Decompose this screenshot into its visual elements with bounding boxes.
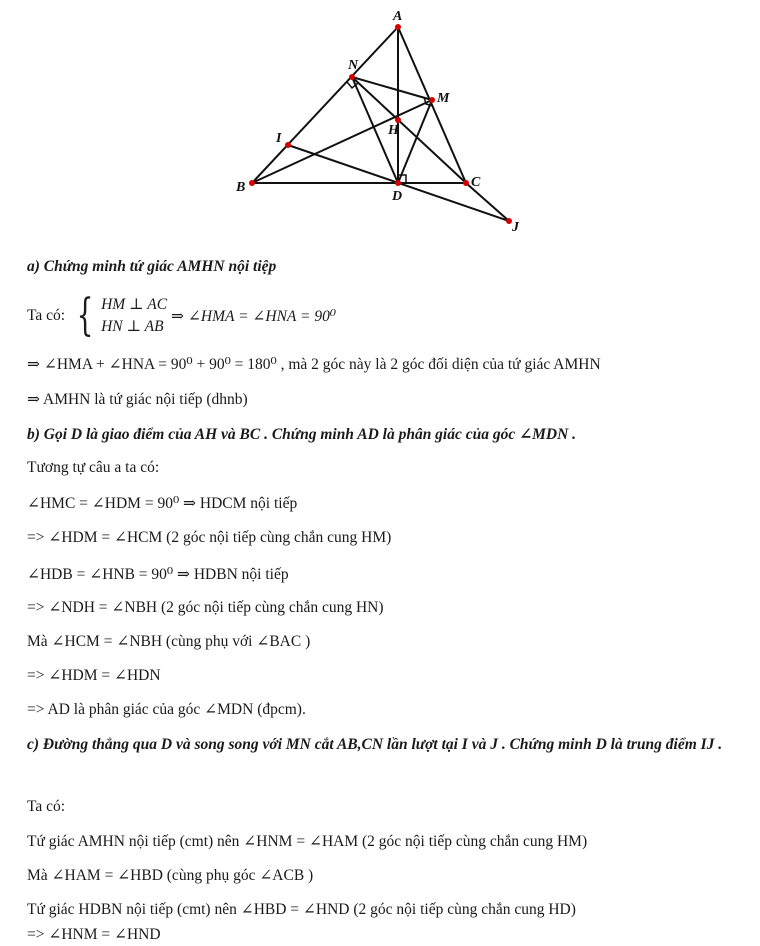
part-c-line-3: Mà ∠HAM = ∠HBD (cùng phụ góc ∠ACB ) (27, 867, 314, 884)
brace-symbol: { (76, 290, 94, 341)
part-a-line-2: ⇒ ∠HMA + ∠HNA = 90⁰ + 90⁰ = 180⁰ , mà 2 góc này là 2 góc đối diện của tứ giác AMHN (27, 356, 601, 373)
part-a-heading: a) Chứng minh tứ giác AMHN nội tiệp (27, 258, 277, 275)
label-J: J (512, 220, 519, 235)
point-D (395, 180, 401, 186)
part-c-heading: c) Đường thẳng qua D và song song với MN cắt AB,CN lần lượt tại I và J . Chứng minh D là trung điểm IJ . (27, 736, 723, 753)
part-c-line-1: Ta có: (27, 798, 66, 815)
part-b-heading: b) Gọi D là giao điểm của AH và BC . Chứng minh AD là phân giác của góc ∠MDN . (27, 426, 577, 443)
segment-AB (252, 27, 398, 183)
label-N: N (348, 58, 359, 73)
point-A (395, 24, 401, 30)
label-C: C (471, 175, 481, 190)
label-H: H (388, 123, 399, 138)
label-I: I (276, 131, 282, 146)
system-line-1: HM ⊥ AC (101, 296, 168, 313)
part-b-line-5: => ∠NDH = ∠NBH (2 góc nội tiếp cùng chắn cung HN) (27, 599, 384, 616)
part-b-line-7: => ∠HDM = ∠HDN (27, 667, 161, 684)
label-D: D (392, 189, 403, 204)
point-N (349, 74, 355, 80)
part-b-line-8: => AD là phân giác của góc ∠MDN (đpcm). (27, 701, 306, 718)
system-lines (101, 294, 167, 338)
part-c-line-5: => ∠HNM = ∠HND (27, 926, 161, 943)
part-a-line-3: ⇒ AMHN là tứ giác nội tiếp (dhnb) (27, 391, 248, 408)
label-B: B (236, 180, 246, 195)
part-b-line-3: => ∠HDM = ∠HCM (2 góc nội tiếp cùng chắn cung HM) (27, 529, 392, 546)
label-M: M (437, 91, 450, 106)
point-I (285, 142, 291, 148)
point-C (463, 180, 469, 186)
ta-co-label: Ta có: (27, 307, 66, 324)
system-result: ⇒ ∠HMA = ∠HNA = 90⁰ (171, 307, 337, 325)
point-M (429, 97, 435, 103)
point-B (249, 180, 255, 186)
part-b-line-4: ∠HDB = ∠HNB = 90⁰ ⇒ HDBN nội tiếp (27, 566, 289, 583)
system-line-2: HN ⊥ AB (101, 318, 164, 335)
part-a-system (27, 290, 337, 341)
part-c-line-2: Tứ giác AMHN nội tiếp (cmt) nên ∠HNM = ∠HAM (2 góc nội tiếp cùng chắn cung HM) (27, 833, 588, 850)
part-b-line-2: ∠HMC = ∠HDM = 90⁰ ⇒ HDCM nội tiếp (27, 495, 298, 512)
part-c-line-4: Tứ giác HDBN nội tiếp (cmt) nên ∠HBD = ∠HND (2 góc nội tiếp cùng chắn cung HD) (27, 901, 576, 918)
geometry-figure (0, 0, 760, 250)
part-b-line-1: Tương tự câu a ta có: (27, 459, 160, 476)
part-b-line-6: Mà ∠HCM = ∠NBH (cùng phụ với ∠BAC ) (27, 633, 311, 650)
label-A: A (393, 9, 403, 24)
